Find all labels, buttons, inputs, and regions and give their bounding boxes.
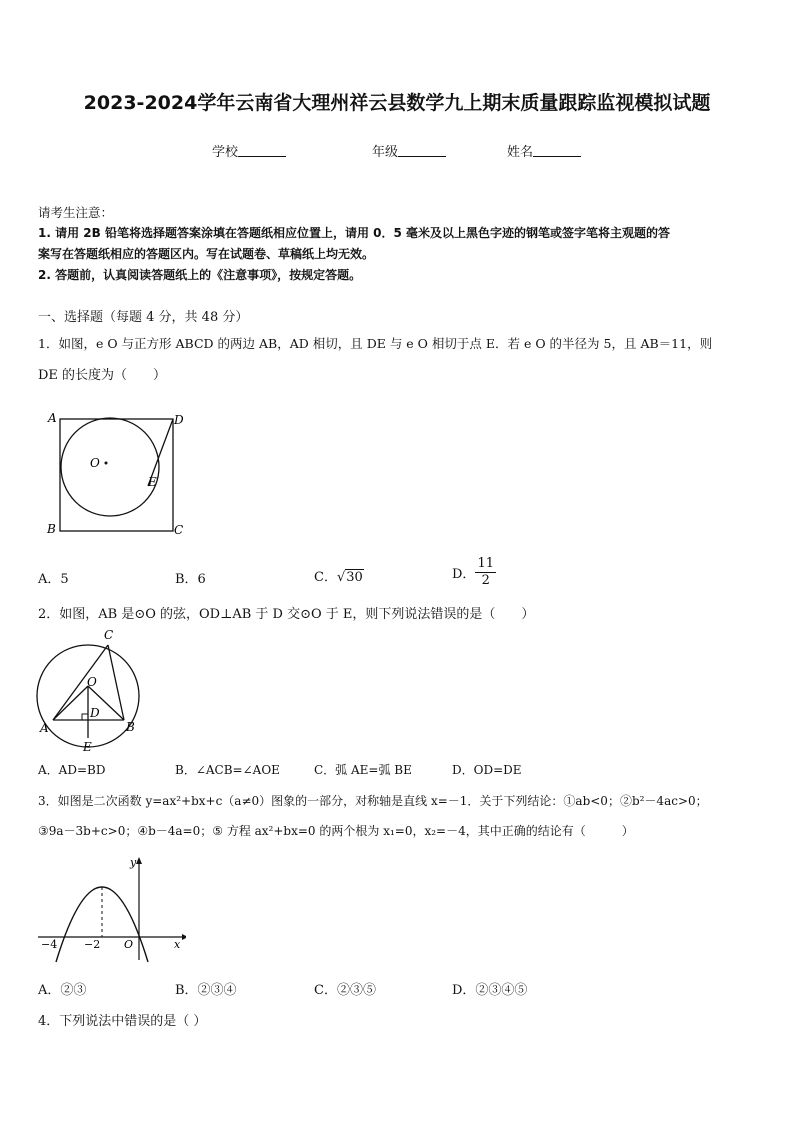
q1-option-b[interactable]: B．6: [175, 572, 206, 587]
name-field: [507, 141, 581, 160]
q4-line-1: 4．下列说法中错误的是（ ）: [38, 1014, 207, 1029]
q1-option-c-radicand: 30: [346, 570, 363, 585]
segment-ao: [53, 686, 88, 720]
label-o: O: [90, 456, 100, 470]
page-title: 2023-2024学年云南省大理州祥云县数学九上期末质量跟踪监视模拟试题: [83, 92, 711, 114]
segment-bc: [108, 645, 124, 720]
segment-ac: [53, 645, 108, 720]
notice-line-2: 案写在答题纸相应的答题区内。写在试题卷、草稿纸上均无效。: [38, 247, 375, 261]
label-d: D: [174, 413, 184, 427]
name-label: 姓名: [507, 145, 534, 160]
grade-blank: [398, 144, 446, 157]
q3-option-a[interactable]: A．②③: [38, 983, 87, 998]
notice-heading: 请考生注意：: [38, 205, 114, 220]
q3-option-d[interactable]: D．②③④⑤: [452, 983, 528, 998]
q3-option-b[interactable]: B．②③④: [175, 983, 237, 998]
label-y: y: [130, 856, 137, 869]
q3-line-2: ③9a－3b+c>0；④b－4a=0；⑤ 方程 ax²+bx=0 的两个根为 x₁=0，x₂=－4，其中正确的结论有（ ）: [38, 824, 634, 838]
center-o: [105, 462, 108, 465]
q2-option-a[interactable]: A．AD=BD: [38, 763, 106, 777]
label-minus-4: −4: [41, 938, 58, 951]
label-origin: O: [124, 938, 134, 951]
label-b: B: [47, 522, 56, 536]
q1-figure: [40, 405, 200, 545]
school-label: 学校: [212, 145, 239, 160]
section-heading: 一、选择题（每题 4 分，共 48 分）: [38, 310, 249, 325]
q2-figure: [30, 624, 160, 759]
q1-option-d[interactable]: [452, 556, 496, 589]
label-a: A: [48, 411, 57, 425]
label-e: E: [148, 475, 157, 489]
q3-line-1: 3．如图是二次函数 y=ax²+bx+c（a≠0）图象的一部分，对称轴是直线 x=－1．关于下列结论：①ab<0；②b²－4ac>0；: [38, 794, 708, 808]
x-axis-arrow: [182, 934, 186, 940]
q2-option-c[interactable]: C．弧 AE=弧 BE: [314, 763, 412, 777]
circle-o: [61, 418, 159, 516]
right-angle-mark: [82, 714, 88, 720]
school-blank: [238, 144, 286, 157]
fraction-denominator: 2: [481, 573, 490, 588]
sqrt-symbol: √: [336, 570, 346, 585]
grade-field: [372, 141, 446, 160]
q2-line-1: 2．如图，AB 是⊙O 的弦，OD⊥AB 于 D 交⊙O 于 E，则下列说法错误的是（ ）: [38, 607, 535, 622]
label-c: C: [174, 523, 184, 537]
label-e-2: E: [83, 740, 92, 754]
q1-option-c-prefix: C．: [314, 570, 337, 585]
fraction-numerator: 11: [477, 556, 494, 571]
q1-line-2: DE 的长度为（ ）: [38, 368, 167, 383]
q3-figure: [36, 852, 186, 964]
label-x: x: [174, 938, 181, 951]
q1-option-d-prefix: D．: [452, 567, 476, 582]
label-b-2: B: [126, 720, 135, 734]
notice-line-1: 1. 请用 2B 铅笔将选择题答案涂填在答题纸相应位置上，请用 0．5 毫米及以上黑色字迹的钢笔或签字笔将主观题的答: [38, 226, 670, 240]
q2-option-b[interactable]: B．∠ACB=∠AOE: [175, 763, 280, 777]
school-field: [212, 141, 286, 160]
q3-option-c[interactable]: C．②③⑤: [314, 983, 376, 998]
grade-label: 年级: [372, 145, 399, 160]
label-c-2: C: [104, 628, 114, 642]
name-blank: [533, 144, 581, 157]
q2-option-d[interactable]: D．OD=DE: [452, 763, 522, 777]
q1-option-c[interactable]: [314, 566, 364, 585]
y-axis-arrow: [136, 857, 142, 864]
label-minus-2: −2: [84, 938, 101, 951]
label-a-2: A: [40, 721, 49, 735]
label-o-2: O: [87, 675, 97, 689]
fraction: [475, 556, 496, 589]
notice-line-3: 2. 答题前，认真阅读答题纸上的《注意事项》，按规定答题。: [38, 268, 362, 282]
q1-line-1: 1．如图，e O 与正方形 ABCD 的两边 AB，AD 相切，且 DE 与 e O 相切于点 E．若 e O 的半径为 5，且 AB＝11，则: [38, 336, 713, 351]
label-d-2: D: [90, 706, 100, 720]
q1-option-a[interactable]: A．5: [38, 572, 69, 587]
